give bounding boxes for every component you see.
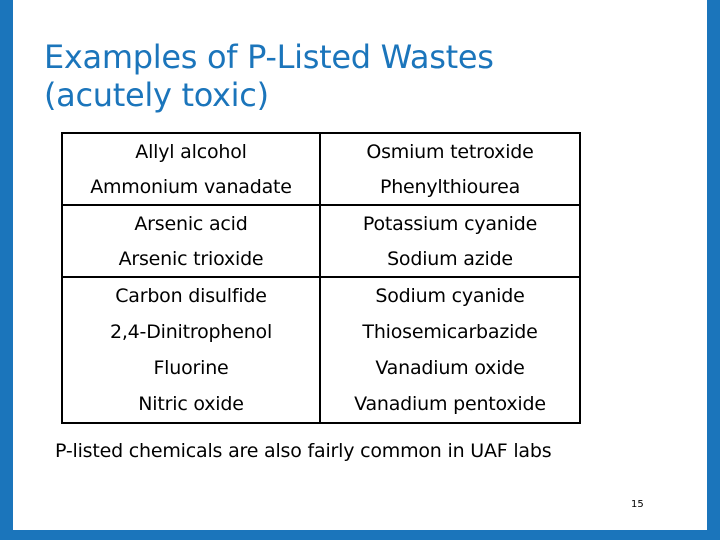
table-cell-right: Vanadium pentoxide	[319, 386, 579, 422]
table-cell-right: Phenylthiourea	[319, 170, 579, 206]
table-cell-right: Sodium cyanide	[319, 278, 579, 314]
table-cell-left: Carbon disulfide	[115, 285, 267, 307]
table-cell-left: Nitric oxide	[138, 393, 244, 415]
footnote-text: P-listed chemicals are also fairly common in UAF labs	[55, 440, 552, 462]
slide	[13, 0, 707, 530]
table-cell-left: Ammonium vanadate	[63, 170, 319, 206]
table-cell-right: Sodium azide	[319, 242, 579, 278]
table-cell-left: Allyl alcohol	[135, 141, 247, 163]
table-cell-right: Vanadium oxide	[319, 350, 579, 386]
table-cell-left: Arsenic acid	[134, 213, 248, 235]
page-number: 15	[631, 499, 644, 510]
slide-title-line-2: (acutely toxic)	[44, 76, 269, 114]
slide-title	[44, 38, 664, 114]
table-cell-left: Arsenic trioxide	[63, 242, 319, 278]
table-cell-right: Thiosemicarbazide	[319, 314, 579, 350]
p-listed-wastes-table	[61, 132, 581, 424]
table-cell-left: Fluorine	[153, 357, 229, 379]
table-cell-right: Potassium cyanide	[319, 206, 579, 242]
slide-title-line-1: Examples of P-Listed Wastes	[44, 38, 494, 76]
table-cell-right: Osmium tetroxide	[319, 134, 579, 170]
table-cell-left: 2,4-Dinitrophenol	[109, 321, 273, 343]
